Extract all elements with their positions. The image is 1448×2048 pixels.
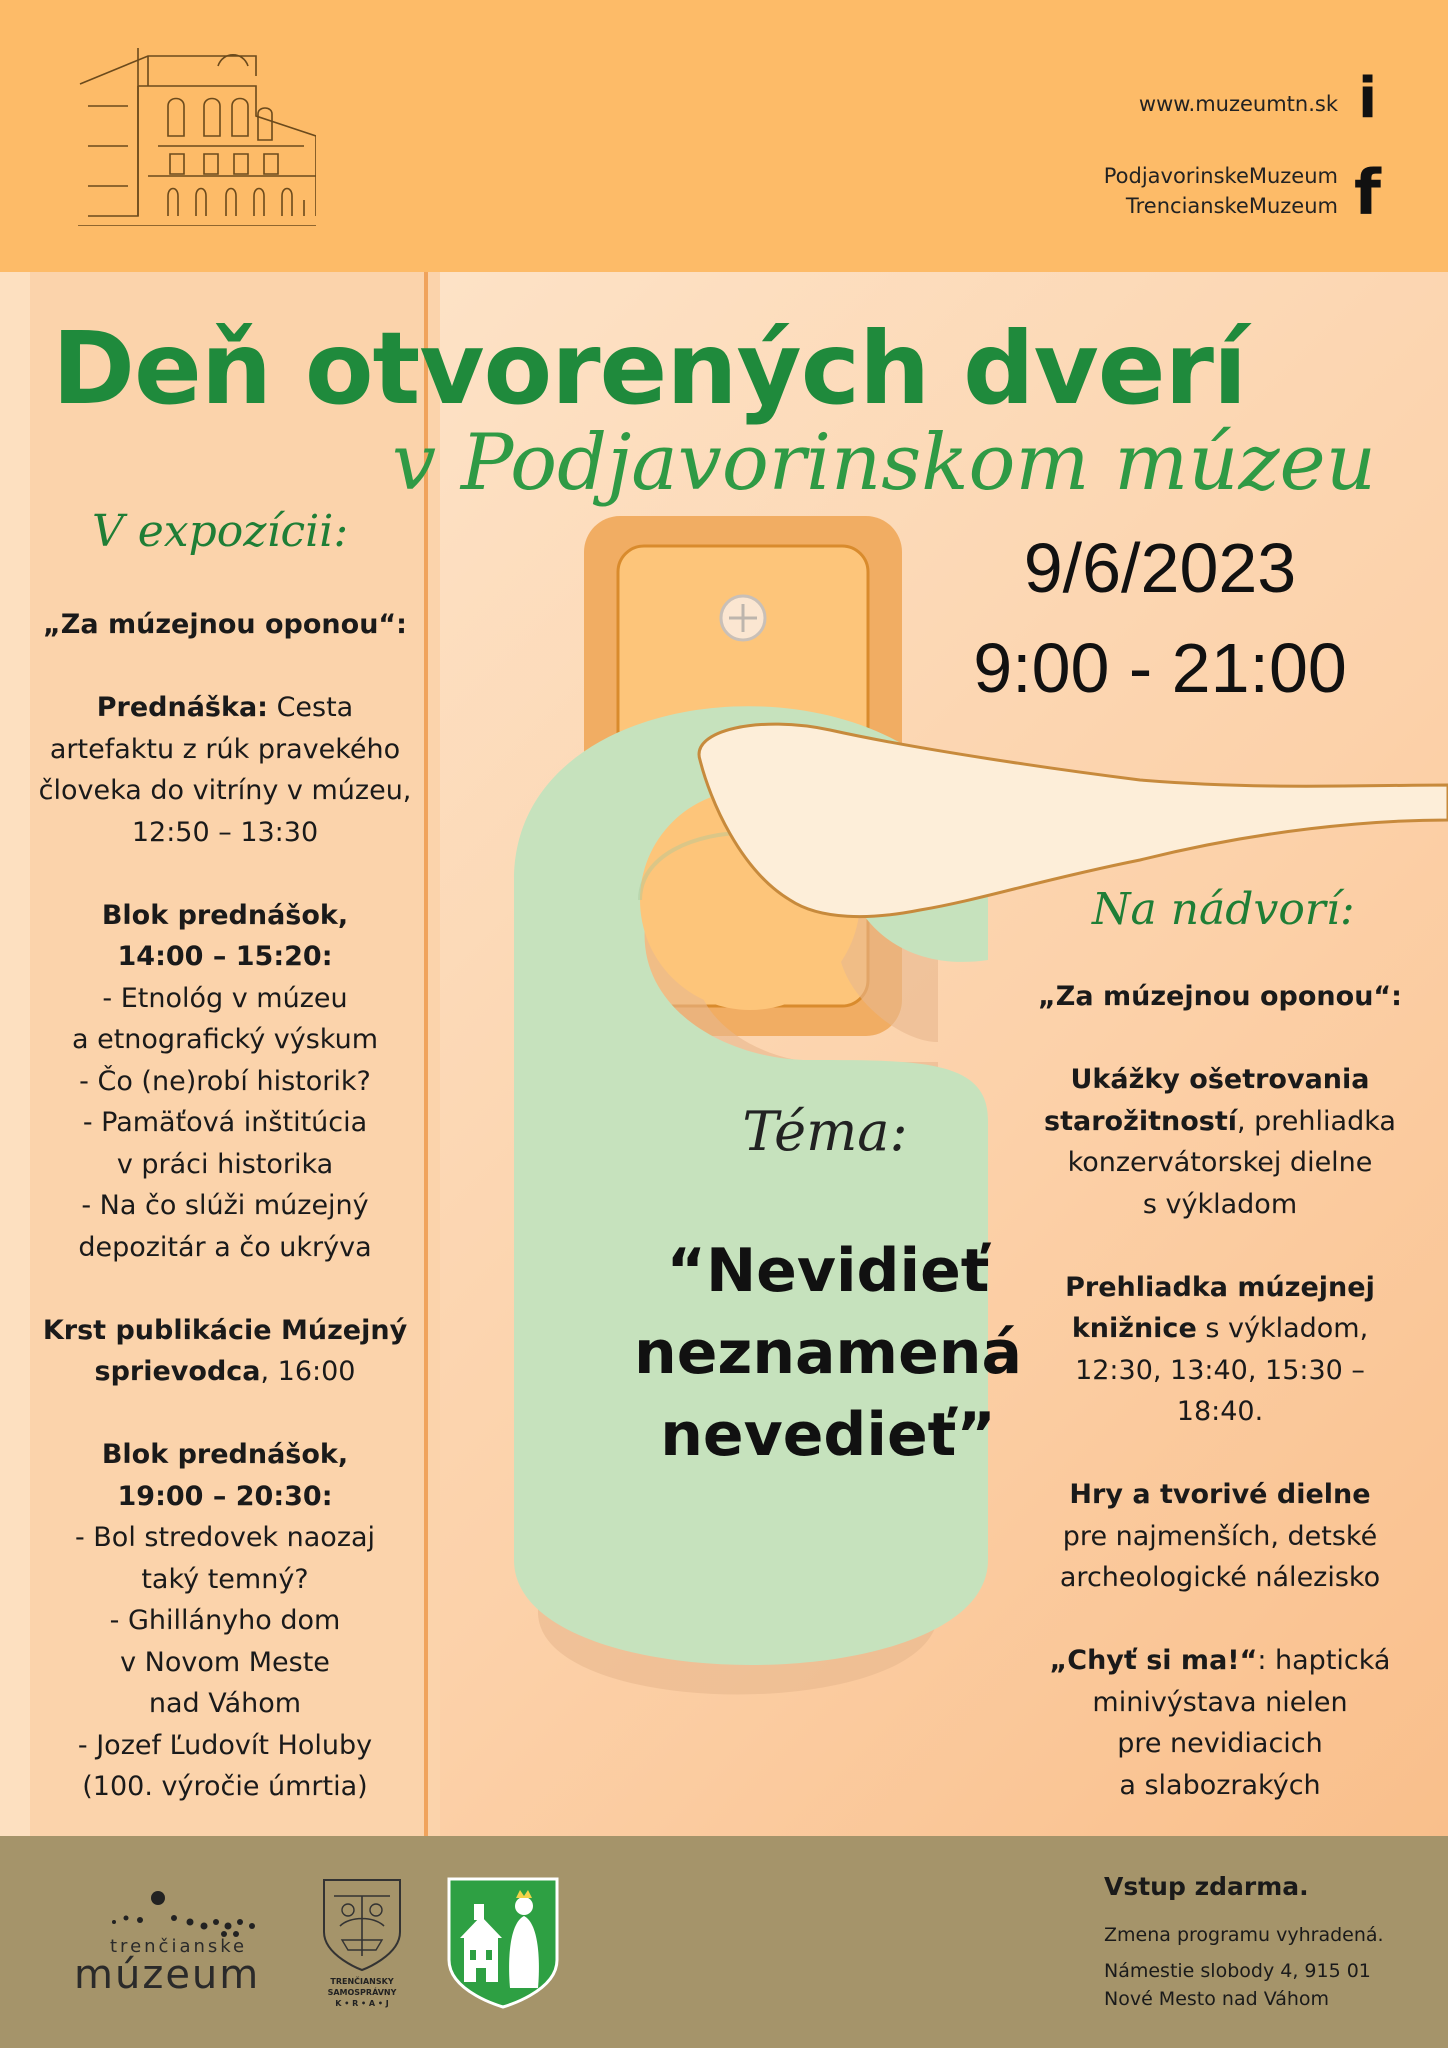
workshops-title: Hry a tvorivé dielne <box>1069 1479 1371 1510</box>
restoration-title: starožitností <box>1044 1105 1237 1137</box>
block2-item: - Ghillányho dom <box>109 1605 341 1636</box>
haptic-text: pre nevidiacich <box>1117 1728 1323 1759</box>
logo-kraj-line: TRENČIANSKY <box>330 1977 394 1986</box>
workshops-text: archeologické nálezisko <box>1059 1562 1381 1593</box>
block1-item: - Čo (ne)robí historik? <box>79 1065 371 1097</box>
right-section-heading: Na nádvorí: <box>1092 884 1355 935</box>
block2-item: v Novom Meste <box>120 1646 330 1678</box>
facebook-icon: f <box>1354 156 1381 229</box>
block2-item: taký temný? <box>141 1563 309 1595</box>
info-icon: i <box>1358 66 1378 131</box>
block2-item: (100. výročie úmrtia) <box>82 1771 368 1802</box>
library-times: 18:40. <box>1176 1396 1264 1427</box>
entry-free: Vstup zdarma. <box>1104 1872 1309 1901</box>
nove-mesto-crest-icon <box>446 1876 560 2010</box>
block2-title: Blok prednášok, <box>101 1439 349 1470</box>
event-subtitle: v Podjavorinskom múzeu <box>392 418 1376 508</box>
library-title: knižnice <box>1071 1313 1197 1344</box>
block2-item: nad Váhom <box>148 1688 302 1719</box>
lecture-label: Prednáška: <box>96 692 268 723</box>
block2-time: 19:00 – 20:30: <box>117 1480 333 1512</box>
theme-line: neznamená <box>634 1318 1022 1388</box>
facebook-page-1[interactable]: PodjavorinskeMuzeum <box>1103 164 1338 188</box>
block1-time: 14:00 – 15:20: <box>117 941 333 972</box>
book-launch-name: sprievodca <box>94 1356 261 1387</box>
library-title: Prehliadka múzejnej <box>1065 1271 1375 1303</box>
block1-item: - Etnológ v múzeu <box>102 982 348 1014</box>
trencianske-muzeum-logo <box>74 1890 294 2000</box>
lecture-line: artefaktu z rúk pravekého <box>49 733 401 765</box>
left-intro: „Za múzejnou oponou“: <box>43 609 407 640</box>
event-date: 9/6/2023 <box>1023 529 1297 607</box>
library-text: s výkladom, <box>1196 1313 1369 1344</box>
logo-museum-big: múzeum <box>74 1952 261 1998</box>
haptic-text: minivýstava nielen <box>1092 1686 1348 1718</box>
book-launch-title: Krst publikácie Múzejný <box>42 1314 408 1346</box>
museum-building-drawing <box>78 46 316 226</box>
restoration-text: s výkladom <box>1142 1188 1298 1220</box>
address-line: Námestie slobody 4, 915 01 <box>1104 1960 1371 1982</box>
theme-line: “Nevidieť <box>666 1236 990 1306</box>
haptic-text: : haptická <box>1257 1645 1391 1676</box>
block1-item: - Pamäťová inštitúcia <box>82 1107 368 1138</box>
left-section-heading: V expozícii: <box>92 506 349 557</box>
address-line: Nové Mesto nad Váhom <box>1104 1988 1330 2010</box>
block1-item: - Na čo slúži múzejný <box>81 1190 369 1221</box>
website-url[interactable]: www.muzeumtn.sk <box>1138 92 1338 116</box>
restoration-text: , prehliadka <box>1237 1105 1396 1137</box>
coat-of-arms-icon <box>320 1876 404 1972</box>
right-program <box>1010 976 1430 1806</box>
lecture-time: 12:50 – 13:30 <box>131 816 319 848</box>
library-times: 12:30, 13:40, 15:30 – <box>1075 1354 1365 1386</box>
block1-item: depozitár a čo ukrýva <box>78 1231 372 1263</box>
logo-kraj-line: SAMOSPRÁVNY <box>327 1988 397 1997</box>
block2-item: - Bol stredovek naozaj <box>74 1522 376 1553</box>
logo-kraj-line: K • R • A • J <box>335 1999 389 2008</box>
book-launch-time: , 16:00 <box>260 1356 356 1387</box>
restoration-title: Ukážky ošetrovania <box>1070 1064 1370 1095</box>
event-title: Deň otvorených dverí <box>52 310 1247 427</box>
theme-label: Téma: <box>742 1100 908 1163</box>
block1-title: Blok prednášok, <box>101 899 349 931</box>
workshops-text: pre najmenších, detské <box>1062 1520 1378 1552</box>
lecture-text: Cesta <box>267 692 354 723</box>
right-intro: „Za múzejnou oponou“: <box>1038 981 1402 1012</box>
block2-item: - Jozef Ľudovít Holuby <box>77 1729 373 1761</box>
trenciansky-kraj-logo <box>318 1876 406 2016</box>
theme-line: nevedieť” <box>660 1400 996 1470</box>
facebook-page-2[interactable]: TrencianskeMuzeum <box>1125 194 1338 218</box>
program-change-note: Zmena programu vyhradená. <box>1104 1924 1384 1946</box>
block1-item: a etnografický výskum <box>71 1024 379 1055</box>
block1-item: v práci historika <box>116 1148 334 1180</box>
dots-pattern-icon <box>74 1890 274 1940</box>
logo-museum-small: trenčianske <box>110 1936 248 1957</box>
haptic-text: a slabozrakých <box>1119 1769 1321 1801</box>
event-time: 9:00 - 21:00 <box>973 629 1347 707</box>
haptic-title: „Chyť si ma!“ <box>1049 1645 1258 1676</box>
lecture-line: človeka do vitríny v múzeu, <box>38 775 412 806</box>
restoration-text: konzervátorskej dielne <box>1067 1147 1373 1178</box>
left-program <box>20 604 430 1808</box>
